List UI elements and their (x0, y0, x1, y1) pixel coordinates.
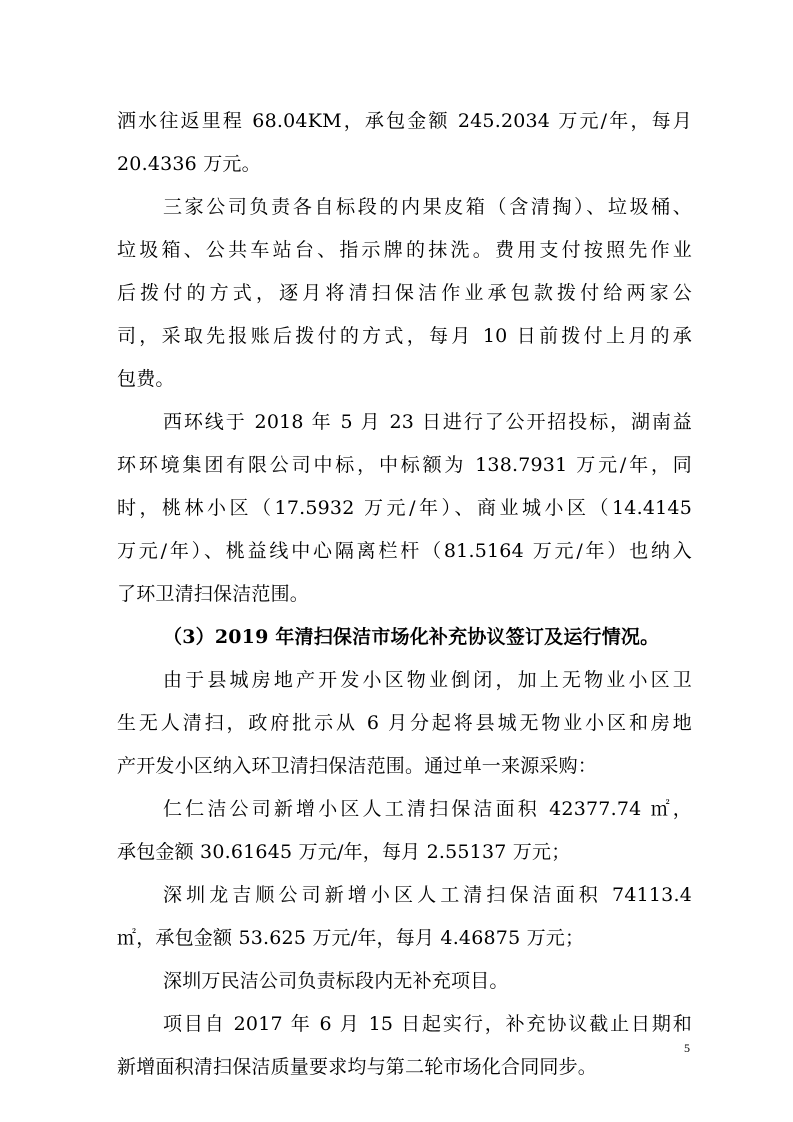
paragraph-line: 深圳万民洁公司负责标段内无补充项目。 (163, 970, 509, 992)
paragraph-line: 三家公司负责各自标段的内果皮箱（含清掏）、垃圾桶、 (163, 196, 692, 218)
paragraph-line: 项目自 2017 年 6 月 15 日起实行，补充协议截止日期和 (163, 1013, 692, 1035)
paragraph-line: ㎡，承包金额 53.625 万元/年，每月 4.46875 万元； (117, 927, 585, 949)
paragraph-line: 深圳龙吉顺公司新增小区人工清扫保洁面积 74113.4 (163, 884, 692, 906)
paragraph-line: 由于县城房地产开发小区物业倒闭，加上无物业小区卫 (163, 669, 692, 691)
paragraph-line: 洒水往返里程 68.04KM，承包金额 245.2034 万元/年，每月 (117, 110, 692, 132)
paragraph-line: 生无人清扫，政府批示从 6 月分起将县城无物业小区和房地 (117, 712, 692, 734)
paragraph-line: 垃圾箱、公共车站台、指示牌的抹洗。费用支付按照先作业 (117, 239, 692, 261)
page-number: 5 (684, 1041, 690, 1055)
paragraph-line: 新增面积清扫保洁质量要求均与第二轮市场化合同同步。 (117, 1056, 598, 1078)
paragraph-line: 后拨付的方式，逐月将清扫保洁作业承包款拨付给两家公 (117, 282, 692, 304)
paragraph-line: 司，采取先报账后拨付的方式，每月 10 日前拨付上月的承 (117, 325, 692, 347)
paragraph-line: 包费。 (117, 368, 175, 390)
paragraph-line: 环环境集团有限公司中标，中标额为 138.7931 万元/年，同 (117, 454, 692, 476)
paragraph-line: 万元/年）、桃益线中心隔离栏杆（81.5164 万元/年）也纳入 (117, 540, 692, 562)
paragraph-line: 承包金额 30.61645 万元/年，每月 2.55137 万元； (117, 841, 571, 863)
paragraph-line: 仁仁洁公司新增小区人工清扫保洁面积 42377.74 ㎡， (163, 798, 692, 820)
paragraph-line: 西环线于 2018 年 5 月 23 日进行了公开招投标，湖南益 (163, 411, 692, 433)
section-heading: （3）2019 年清扫保洁市场化补充协议签订及运行情况。 (163, 626, 660, 648)
paragraph-line: 产开发小区纳入环卫清扫保洁范围。通过单一来源采购： (117, 755, 598, 777)
paragraph-line: 20.4336 万元。 (117, 153, 261, 175)
paragraph-line: 了环卫清扫保洁范围。 (117, 583, 310, 605)
paragraph-line: 时，桃林小区（17.5932 万元/年）、商业城小区（14.4145 (117, 497, 692, 519)
